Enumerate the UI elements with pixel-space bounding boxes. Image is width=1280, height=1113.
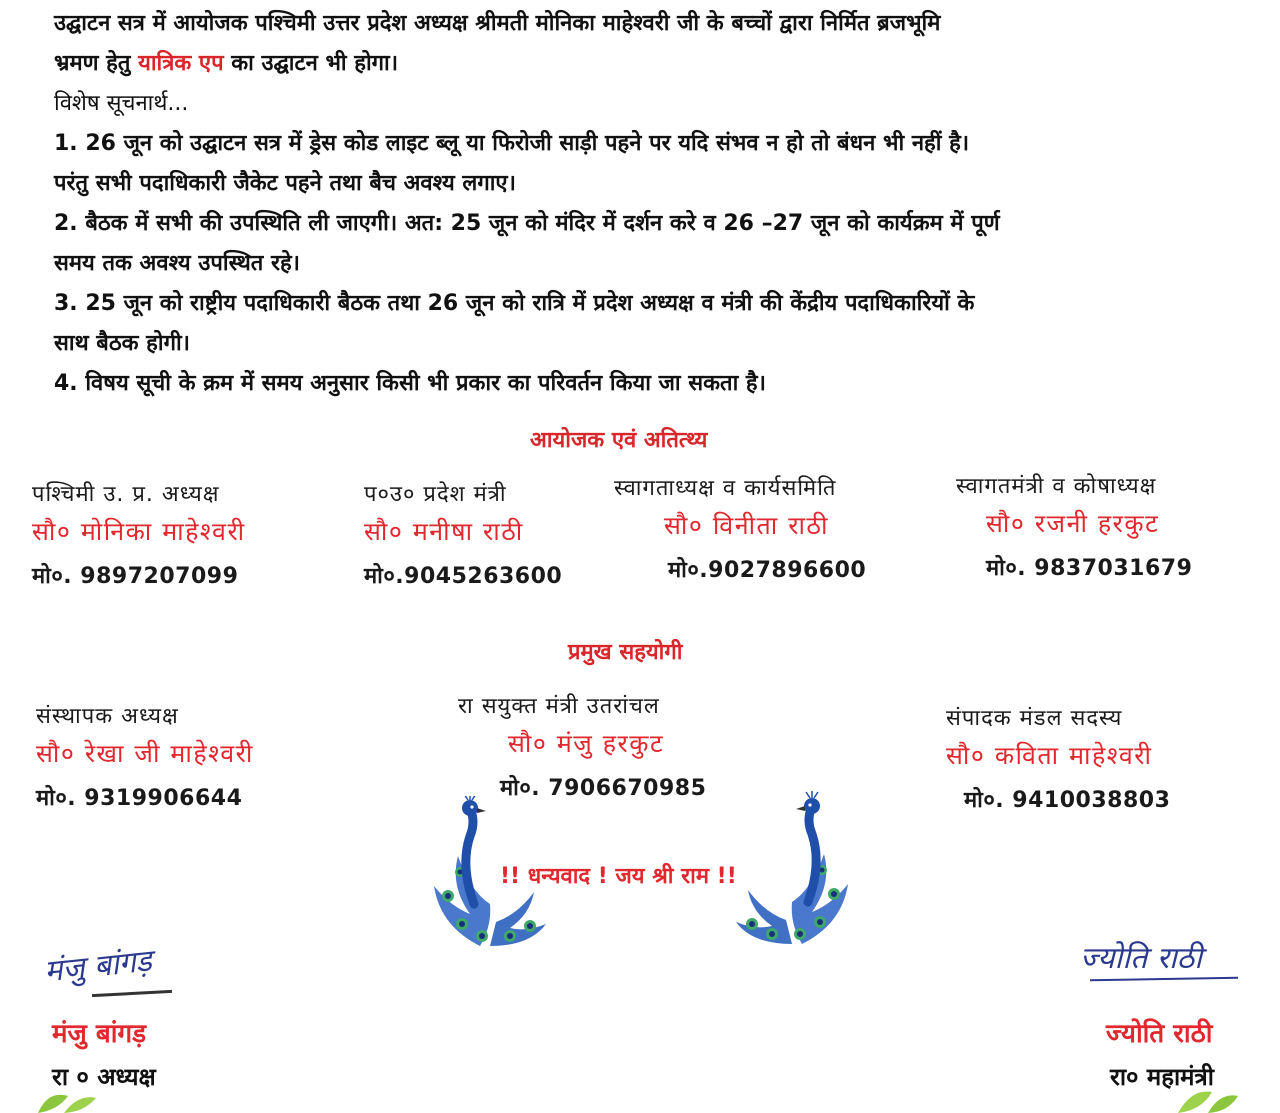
notice-point-1-line-1: 1. 26 जून को उद्घाटन सत्र में ड्रेस कोड लाइट ब्लू या फिरोजी साड़ी पहने पर यदि संभव न हो तो बंधन भी नहीं है। [54, 131, 970, 156]
supporters-heading: प्रमुख सहयोगी [568, 640, 683, 665]
signature-right-icon: ज्योति राठी [1080, 941, 1202, 976]
intro-paragraph [54, 4, 1244, 404]
signature-left-underline [92, 990, 172, 997]
supporter-2-phone: मो०. 7906670985 [500, 776, 707, 801]
notice-point-3-line-2: साथ बैठक होगी। [54, 331, 190, 356]
intro-line-2: भ्रमण हेतु यात्रिक एप का उद्घाटन भी होगा। [54, 51, 399, 76]
organizer-1-name: सौ० मोनिका माहेश्वरी [32, 517, 246, 546]
organizer-4-phone: मो०. 9837031679 [986, 556, 1193, 581]
organizers-heading: आयोजक एवं अतित्थ्य [530, 428, 708, 453]
notice-point-3-line-1: 3. 25 जून को राष्ट्रीय पदाधिकारी बैठक तथा 26 जून को रात्रि में प्रदेश अध्यक्ष व मंत्री की केंद्रीय पदाधिकारियों के [54, 291, 975, 316]
organizer-3-name: सौ० विनीता राठी [664, 511, 829, 540]
signatory-left-title: रा ० अध्यक्ष [52, 1063, 156, 1091]
organizer-3-role: स्वागताध्यक्ष व कार्यसमिति [614, 476, 837, 501]
supporter-2-role: रा सयुक्त मंत्री उतरांचल [458, 694, 660, 719]
organizer-4-name: सौ० रजनी हरकुट [986, 509, 1160, 538]
signatory-left-name: मंजु बांगड़ [52, 1019, 147, 1049]
supporter-3-role: संपादक मंडल सदस्य [946, 706, 1123, 731]
supporter-3-phone: मो०. 9410038803 [964, 788, 1171, 813]
organizer-2-name: सौ० मनीषा राठी [364, 517, 524, 546]
signature-right-underline [1090, 977, 1238, 982]
notice-heading: विशेष सूचनार्थ... [54, 91, 189, 116]
notice-point-1-line-2: परंतु सभी पदाधिकारी जैकेट पहने तथा बैच अवश्य लगाए। [54, 171, 516, 196]
app-name-highlight: यात्रिक एप [138, 51, 224, 76]
leaf-left-icon [38, 1090, 98, 1113]
signatory-right-name: ज्योति राठी [1106, 1019, 1213, 1049]
organizer-1-role: पश्चिमी उ. प्र. अध्यक्ष [32, 482, 220, 507]
supporter-1-phone: मो०. 9319906644 [36, 786, 243, 811]
notice-point-2-line-2: समय तक अवश्य उपस्थित रहे। [54, 251, 300, 276]
closing-greeting: !! धन्यवाद ! जय श्री राम !! [500, 864, 737, 889]
peacock-right-icon [732, 790, 852, 956]
organizer-2-role: प०उ० प्रदेश मंत्री [364, 482, 507, 507]
supporter-1-name: सौ० रेखा जी माहेश्वरी [36, 739, 254, 768]
supporter-2-name: सौ० मंजु हरकुट [508, 729, 665, 758]
organizer-3-phone: मो०.9027896600 [668, 558, 867, 583]
leaf-right-icon [1178, 1086, 1238, 1113]
organizer-1-phone: मो०. 9897207099 [32, 564, 239, 589]
supporter-1-role: संस्थापक अध्यक्ष [36, 704, 179, 729]
organizer-2-phone: मो०.9045263600 [364, 564, 563, 589]
signatory-right-title: रा० महामंत्री [1110, 1063, 1214, 1091]
intro-line-1: उद्घाटन सत्र में आयोजक पश्चिमी उत्तर प्रदेश अध्यक्ष श्रीमती मोनिका माहेश्वरी जी के बच्चों द्वारा निर्मित ब्रजभूमि [54, 11, 941, 36]
signature-left-icon: मंजु बांगड़ [42, 943, 154, 990]
supporter-3-name: सौ० कविता माहेश्वरी [946, 741, 1153, 770]
notice-point-2-line-1: 2. बैठक में सभी की उपस्थिति ली जाएगी। अत: 25 जून को मंदिर में दर्शन करे व 26 –27 जून को कार्यक्रम में पूर्ण [54, 211, 1000, 236]
organizer-4-role: स्वागतमंत्री व कोषाध्यक्ष [956, 474, 1157, 499]
notice-point-4-line-1: 4. विषय सूची के क्रम में समय अनुसार किसी भी प्रकार का परिवर्तन किया जा सकता है। [54, 371, 766, 396]
